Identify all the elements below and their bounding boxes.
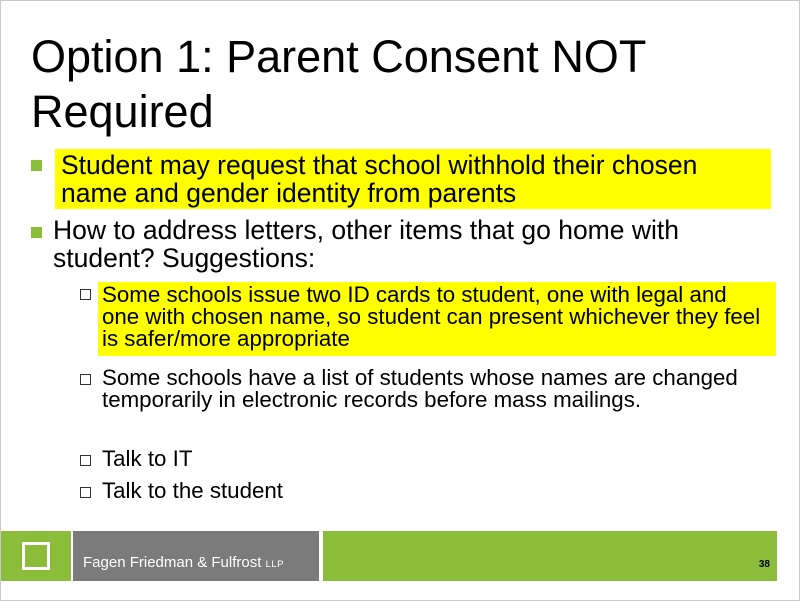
hollow-square-bullet-icon [80, 374, 91, 385]
firm-suffix: LLP [265, 559, 284, 570]
bullet-text: How to address letters, other items that go home with student? Suggestions: [53, 215, 679, 273]
bullet-square-marker [31, 227, 42, 238]
firm-name-text: Fagen Friedman & Fulfrost [83, 554, 262, 571]
slide-title: Option 1: Parent Consent NOT Required [31, 31, 646, 137]
sub-bullet-item [76, 480, 776, 502]
sub-bullet-text: Talk to the student [102, 478, 283, 503]
footer-bar [323, 531, 777, 581]
page-number: 38 [758, 559, 770, 570]
firm-logo [1, 531, 71, 581]
square-outline-logo-icon [22, 542, 50, 570]
sub-bullet-item [76, 367, 776, 411]
footer-firm-block [73, 531, 319, 581]
sub-bullet-text: Talk to IT [102, 446, 193, 471]
hollow-square-bullet-icon [80, 455, 91, 466]
sub-bullet-item [76, 448, 776, 470]
firm-name [83, 554, 284, 574]
bullet-text: Student may request that school withhold their chosen name and gender identity from parents [55, 149, 771, 209]
bullet-square-marker [31, 160, 42, 171]
hollow-square-bullet-icon [80, 289, 91, 300]
sub-bullet-text: Some schools issue two ID cards to student, one with legal and one with chosen name, so student can present whichever they feel is safer/more appropriate [98, 282, 776, 356]
sub-bullet-item [76, 282, 776, 356]
hollow-square-bullet-icon [80, 487, 91, 498]
bullet-item [31, 149, 771, 209]
bullet-item [31, 216, 771, 272]
sub-bullet-text: Some schools have a list of students whose names are changed temporarily in electronic records before mass mailings. [102, 365, 738, 412]
